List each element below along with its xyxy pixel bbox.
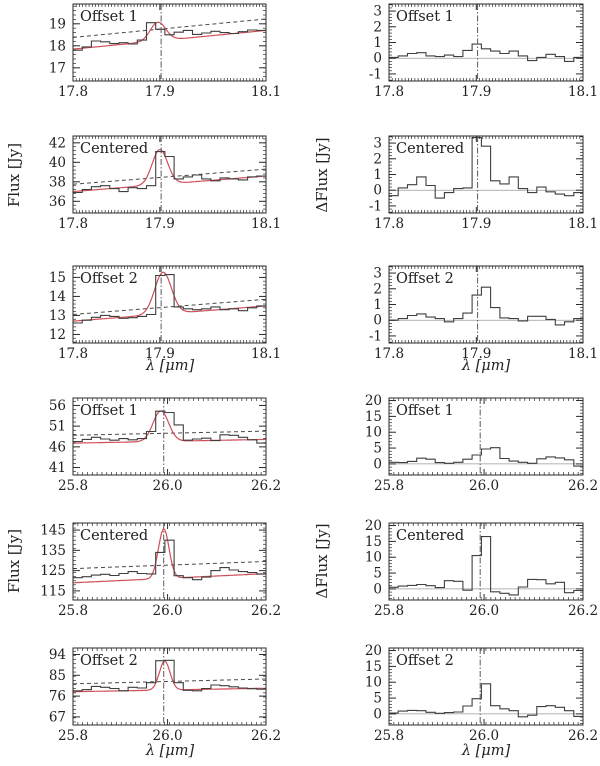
svg-text:-1: -1 bbox=[368, 66, 382, 83]
svg-text:85: 85 bbox=[48, 667, 66, 684]
svg-text:125: 125 bbox=[40, 563, 66, 580]
svg-text:0: 0 bbox=[373, 182, 382, 199]
svg-text:Centered: Centered bbox=[396, 141, 465, 157]
svg-text:26.0: 26.0 bbox=[152, 478, 183, 494]
svg-text:17.8: 17.8 bbox=[57, 346, 89, 362]
svg-text:25.8: 25.8 bbox=[57, 603, 89, 619]
svg-text:17.8: 17.8 bbox=[373, 346, 405, 362]
svg-text:5: 5 bbox=[373, 690, 382, 707]
svg-text:26.2: 26.2 bbox=[250, 478, 282, 494]
svg-text:26.2: 26.2 bbox=[250, 603, 282, 619]
svg-text:25.8: 25.8 bbox=[57, 728, 89, 744]
svg-text:15: 15 bbox=[364, 658, 382, 675]
svg-text:17.8: 17.8 bbox=[57, 216, 89, 232]
svg-text:18.1: 18.1 bbox=[250, 84, 282, 100]
svg-text:76: 76 bbox=[48, 688, 66, 705]
panel-group1-row1-right bbox=[369, 4, 598, 100]
panel-group2-row3-left bbox=[49, 647, 281, 744]
svg-text:14: 14 bbox=[48, 288, 66, 305]
svg-text:0: 0 bbox=[373, 706, 382, 723]
svg-text:115: 115 bbox=[40, 583, 66, 600]
svg-text:135: 135 bbox=[40, 542, 66, 559]
svg-text:25.8: 25.8 bbox=[373, 603, 405, 619]
y-axis-label-dflux-bottom: ΔFlux [Jy] bbox=[313, 523, 331, 599]
svg-text:40: 40 bbox=[48, 154, 66, 171]
svg-text:26.2: 26.2 bbox=[567, 478, 599, 494]
svg-text:17.9: 17.9 bbox=[461, 346, 492, 362]
svg-text:3: 3 bbox=[373, 3, 382, 20]
svg-text:2: 2 bbox=[373, 281, 382, 298]
panel-group2-row1-left bbox=[49, 398, 281, 494]
svg-text:17.9: 17.9 bbox=[144, 84, 175, 100]
y-axis-label-flux-bottom: Flux [Jy] bbox=[5, 528, 23, 594]
svg-text:145: 145 bbox=[40, 522, 66, 539]
panel-group1-row1-left bbox=[49, 4, 281, 100]
svg-text:3: 3 bbox=[373, 135, 382, 152]
svg-text:18.1: 18.1 bbox=[567, 346, 599, 362]
svg-text:13: 13 bbox=[48, 307, 66, 324]
svg-text:3: 3 bbox=[373, 265, 382, 282]
x-axis-label-wavelength-top-left: λ [μm] bbox=[145, 358, 195, 374]
x-axis-label-wavelength-bottom-right: λ [μm] bbox=[461, 743, 511, 759]
svg-text:17.9: 17.9 bbox=[461, 216, 492, 232]
svg-text:18.1: 18.1 bbox=[250, 216, 282, 232]
svg-text:17.8: 17.8 bbox=[373, 84, 405, 100]
svg-text:0: 0 bbox=[373, 312, 382, 329]
svg-text:18: 18 bbox=[48, 38, 66, 55]
svg-text:20: 20 bbox=[364, 393, 382, 410]
svg-text:15: 15 bbox=[48, 269, 66, 286]
svg-text:25.8: 25.8 bbox=[373, 478, 405, 494]
svg-text:5: 5 bbox=[373, 440, 382, 457]
y-axis-label-flux-top: Flux [Jy] bbox=[5, 142, 23, 208]
panel-group2-row2-right bbox=[365, 518, 598, 619]
svg-text:5: 5 bbox=[373, 565, 382, 582]
svg-text:51: 51 bbox=[48, 418, 66, 435]
svg-text:26.0: 26.0 bbox=[469, 478, 500, 494]
svg-text:2: 2 bbox=[373, 19, 382, 36]
svg-text:20: 20 bbox=[364, 518, 382, 535]
svg-text:46: 46 bbox=[48, 439, 66, 456]
svg-text:Offset 1: Offset 1 bbox=[396, 403, 454, 419]
svg-text:Offset 2: Offset 2 bbox=[396, 653, 454, 669]
svg-text:18.1: 18.1 bbox=[250, 346, 282, 362]
svg-text:42: 42 bbox=[48, 135, 66, 152]
svg-text:26.2: 26.2 bbox=[567, 603, 599, 619]
svg-text:Offset 1: Offset 1 bbox=[80, 403, 138, 419]
svg-text:56: 56 bbox=[48, 397, 66, 414]
svg-text:17.9: 17.9 bbox=[144, 346, 175, 362]
svg-text:Centered: Centered bbox=[80, 528, 149, 544]
svg-text:Centered: Centered bbox=[396, 528, 465, 544]
svg-text:1: 1 bbox=[373, 297, 382, 313]
svg-text:1: 1 bbox=[373, 167, 382, 183]
svg-text:17.9: 17.9 bbox=[461, 84, 492, 100]
svg-text:19: 19 bbox=[48, 16, 66, 33]
svg-text:0: 0 bbox=[373, 50, 382, 67]
svg-text:94: 94 bbox=[48, 646, 66, 663]
svg-text:26.2: 26.2 bbox=[567, 728, 599, 744]
svg-text:Offset 1: Offset 1 bbox=[396, 9, 454, 25]
x-axis-label-wavelength-bottom-left: λ [μm] bbox=[145, 743, 195, 759]
svg-text:26.0: 26.0 bbox=[152, 728, 183, 744]
svg-text:12: 12 bbox=[48, 326, 66, 343]
panel-group1-row3-right bbox=[369, 266, 598, 362]
svg-text:0: 0 bbox=[373, 456, 382, 473]
y-axis-label-dflux-top: ΔFlux [Jy] bbox=[313, 137, 331, 213]
svg-text:38: 38 bbox=[48, 174, 66, 191]
svg-text:10: 10 bbox=[364, 424, 382, 441]
svg-text:17.8: 17.8 bbox=[373, 216, 405, 232]
x-axis-label-wavelength-top-right: λ [μm] bbox=[461, 358, 511, 374]
svg-text:26.0: 26.0 bbox=[152, 603, 183, 619]
svg-text:Offset 2: Offset 2 bbox=[396, 271, 454, 287]
svg-text:36: 36 bbox=[48, 193, 66, 210]
svg-text:Centered: Centered bbox=[80, 141, 149, 157]
svg-text:25.8: 25.8 bbox=[373, 728, 405, 744]
svg-text:2: 2 bbox=[373, 151, 382, 168]
svg-text:1: 1 bbox=[373, 35, 382, 51]
svg-text:10: 10 bbox=[364, 674, 382, 691]
svg-text:26.0: 26.0 bbox=[469, 603, 500, 619]
svg-text:Offset 2: Offset 2 bbox=[80, 271, 138, 287]
svg-text:17.8: 17.8 bbox=[57, 84, 89, 100]
panel-group2-row1-right bbox=[365, 393, 598, 494]
svg-text:25.8: 25.8 bbox=[57, 478, 89, 494]
panel-group1-row3-left bbox=[49, 266, 281, 362]
panel-group1-row2-right bbox=[369, 136, 598, 232]
svg-text:15: 15 bbox=[364, 533, 382, 550]
svg-text:17: 17 bbox=[48, 60, 66, 77]
svg-text:17.9: 17.9 bbox=[144, 216, 175, 232]
panel-group2-row3-right bbox=[365, 643, 598, 744]
svg-text:Offset 1: Offset 1 bbox=[80, 9, 138, 25]
svg-text:41: 41 bbox=[48, 460, 66, 477]
svg-text:-1: -1 bbox=[368, 198, 382, 215]
svg-text:Offset 2: Offset 2 bbox=[80, 653, 138, 669]
svg-text:26.0: 26.0 bbox=[469, 728, 500, 744]
panel-group1-row2-left bbox=[49, 135, 281, 232]
svg-text:0: 0 bbox=[373, 581, 382, 598]
svg-text:10: 10 bbox=[364, 549, 382, 566]
svg-text:20: 20 bbox=[364, 643, 382, 660]
svg-text:26.2: 26.2 bbox=[250, 728, 282, 744]
svg-text:18.1: 18.1 bbox=[567, 84, 599, 100]
svg-text:-1: -1 bbox=[368, 328, 382, 345]
svg-text:15: 15 bbox=[364, 408, 382, 425]
panel-group2-row2-left bbox=[40, 523, 281, 619]
svg-text:67: 67 bbox=[48, 709, 66, 726]
svg-text:18.1: 18.1 bbox=[567, 216, 599, 232]
